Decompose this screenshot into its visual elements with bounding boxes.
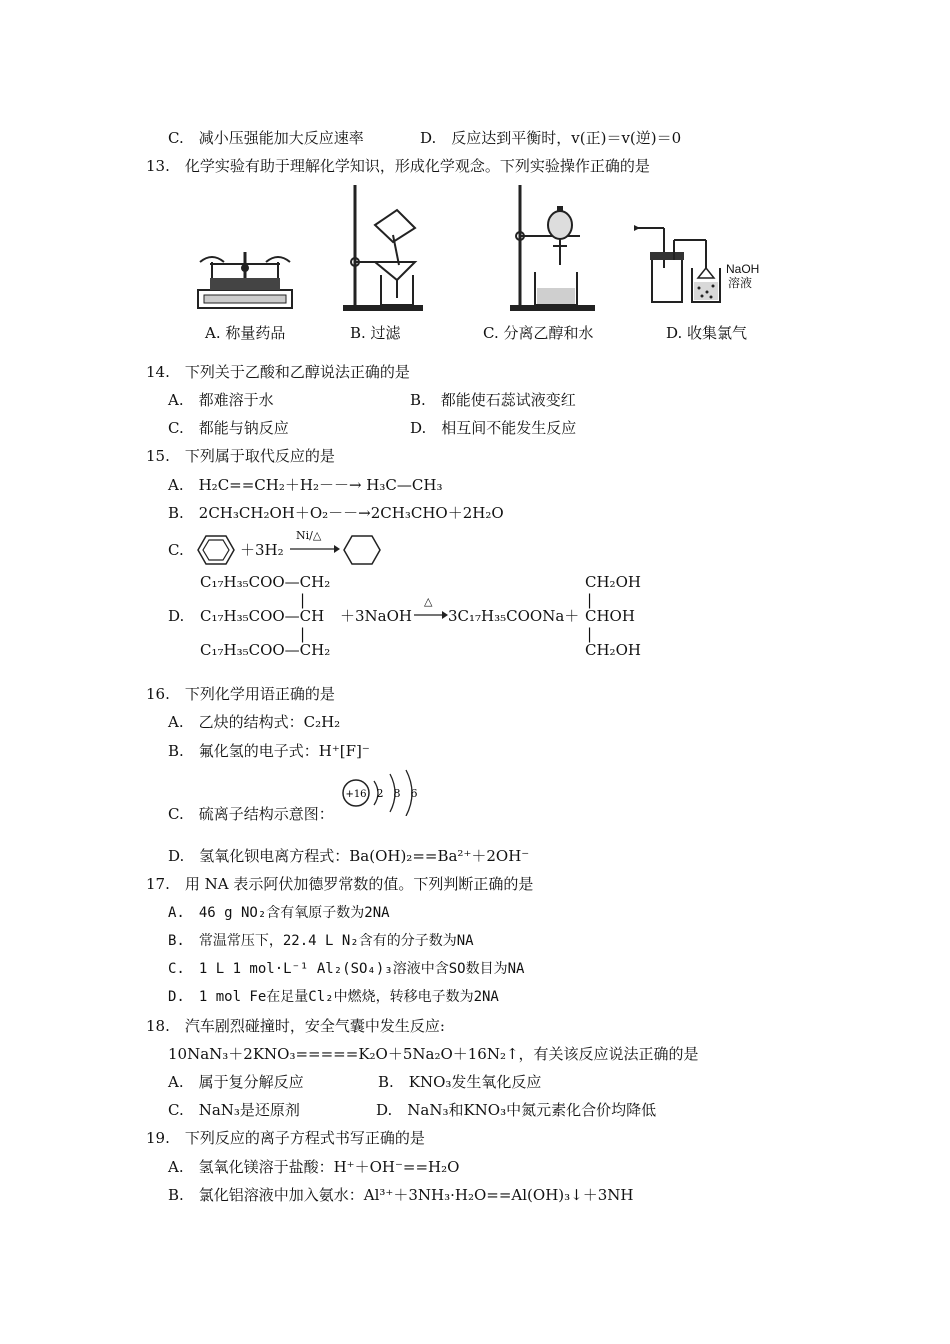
q14-option-d: D. 相互间不能发生反应 (410, 419, 577, 437)
solution-label: 溶液 (728, 276, 753, 290)
naoh-label: NaOH (726, 262, 760, 276)
q15-option-d-reagent: ＋3NaOH (340, 607, 412, 625)
q16-option-a: A. 乙炔的结构式：C₂H₂ (168, 713, 341, 731)
filtration-figure (335, 180, 435, 315)
shell-2-electrons: 8 (393, 787, 401, 800)
shell-1-electrons: 2 (376, 787, 384, 800)
q17-option-d: D. 1 mol Fe在足量Cl₂中燃烧，转移电子数为2NA (168, 989, 499, 1005)
separatory-funnel-figure (505, 180, 605, 315)
q15-option-c-condition: Ni/△ (296, 529, 322, 542)
q18-option-b: B. KNO₃发生氧化反应 (378, 1073, 542, 1091)
q14-option-b: B. 都能使石蕊试液变红 (410, 391, 576, 409)
q12-option-c: C. 减小压强能加大反应速率 (168, 129, 364, 147)
q12-option-d: D. 反应达到平衡时，v(正)＝v(逆)＝0 (420, 129, 682, 147)
q16-option-c: C. 硫离子结构示意图： (168, 805, 334, 823)
q15-option-d-product-row3: CH₂OH (585, 641, 641, 659)
nucleus-charge: +16 (345, 789, 367, 800)
q15-option-d-product-row1: CH₂OH (585, 573, 641, 591)
q17-stem: 17. 用 NA 表示阿伏加德罗常数的值。下列判断正确的是 (146, 875, 534, 893)
q13-caption-d: D. 收集氯气 (666, 324, 748, 342)
q18-equation: 10NaN₃＋2KNO₃=====K₂O＋5Na₂O＋16N₂↑，有关该反应说法正确的是 (168, 1045, 699, 1063)
sulfur-ion-structure-diagram (340, 766, 430, 816)
bond-line-icon: | (587, 591, 593, 609)
q15-option-b: B. 2CH₃CH₂OH＋O₂－－→2CH₃CHO＋2H₂O (168, 504, 504, 522)
q18-stem: 18. 汽车剧烈碰撞时，安全气囊中发生反应: (146, 1017, 445, 1035)
reaction-arrow-icon (414, 610, 448, 620)
shell-3-electrons: 6 (410, 787, 418, 800)
q13-caption-c: C. 分离乙醇和水 (483, 324, 594, 342)
cyclohexane-ring-icon (342, 534, 382, 566)
q16-option-d: D. 氢氧化钡电离方程式：Ba(OH)₂==Ba²⁺＋2OH⁻ (168, 847, 530, 865)
q18-option-c: C. NaN₃是还原剂 (168, 1101, 300, 1119)
q15-option-d-product-row2: CHOH (585, 607, 635, 625)
q14-option-c: C. 都能与钠反应 (168, 419, 289, 437)
bond-line-icon: | (587, 625, 593, 643)
q17-option-c: C. 1 L 1 mol·L⁻¹ Al₂(SO₄)₃溶液中含SO数目为NA (168, 961, 525, 977)
q15-stem: 15. 下列属于取代反应的是 (146, 447, 335, 465)
q18-option-d: D. NaN₃和KNO₃中氮元素化合价均降低 (376, 1101, 657, 1119)
q15-option-d-row1: C₁₇H₃₅COO—CH₂ (200, 573, 331, 591)
q19-option-b: B. 氯化铝溶液中加入氨水：Al³⁺＋3NH₃·H₂O==Al(OH)₃↓＋3NH (168, 1186, 634, 1204)
q13-caption-a: A. 称量药品 (205, 324, 286, 342)
q17-option-a: A. 46 g NO₂含有氧原子数为2NA (168, 905, 390, 921)
q16-option-b: B. 氟化氢的电子式：H⁺[F]⁻ (168, 742, 370, 760)
q15-option-a: A. H₂C==CH₂＋H₂－－→ H₃C—CH₃ (168, 476, 443, 494)
q15-option-d-row3: C₁₇H₃₅COO—CH₂ (200, 641, 331, 659)
benzene-ring-icon (196, 534, 236, 566)
q13-caption-b: B. 过滤 (350, 324, 401, 342)
q15-option-c-reagent: ＋3H₂ (240, 541, 284, 559)
q19-stem: 19. 下列反应的离子方程式书写正确的是 (146, 1129, 425, 1147)
q15-option-d-row2: C₁₇H₃₅COO—CH (200, 607, 325, 625)
q19-option-a: A. 氢氧化镁溶于盐酸：H⁺＋OH⁻==H₂O (168, 1158, 460, 1176)
bond-line-icon: | (300, 591, 306, 609)
reaction-arrow-icon (290, 544, 340, 554)
q16-stem: 16. 下列化学用语正确的是 (146, 685, 335, 703)
q15-option-c-label: C. (168, 541, 184, 559)
bond-line-icon: | (300, 625, 306, 643)
balance-figure (190, 240, 300, 315)
q18-option-a: A. 属于复分解反应 (168, 1073, 304, 1091)
q15-option-d-condition: △ (424, 595, 433, 608)
q14-option-a: A. 都难溶于水 (168, 391, 274, 409)
q15-option-d-product: 3C₁₇H₃₅COONa＋ (448, 607, 580, 625)
q14-stem: 14. 下列关于乙酸和乙醇说法正确的是 (146, 363, 410, 381)
q15-option-d-label: D. (168, 607, 185, 625)
q17-option-b: B. 常温常压下，22.4 L N₂含有的分子数为NA (168, 933, 474, 949)
q13-stem: 13. 化学实验有助于理解化学知识，形成化学观念。下列实验操作正确的是 (146, 157, 650, 175)
